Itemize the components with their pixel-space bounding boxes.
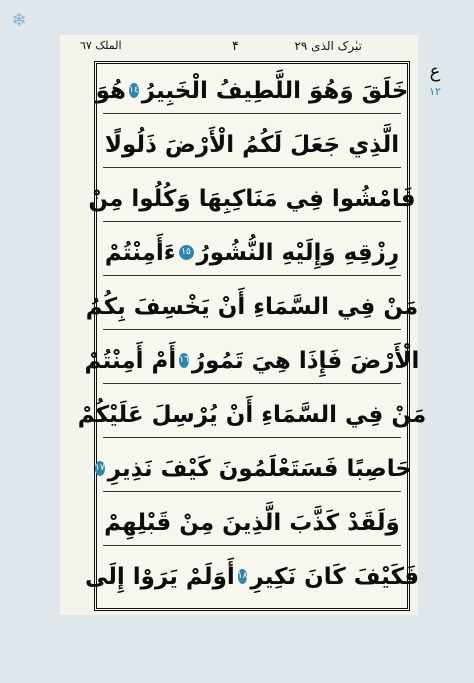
surah-label: الملک ٦٧ — [80, 39, 122, 52]
verse-line-5 — [85, 284, 419, 330]
verse-line-9 — [103, 500, 401, 546]
juz-label: تبٰرک الذی ٢٩ — [294, 39, 362, 53]
verse-line-6 — [84, 338, 420, 384]
line-text: حَاصِبًا فَسَتَعْلَمُونَ كَيْفَ نَذِيرِ — [107, 455, 412, 482]
line-text: رِزْقِهِ وَإِلَيْهِ النُّشُورُ — [196, 239, 400, 266]
mushaf-page — [60, 35, 441, 615]
line-text: الَّذِي جَعَلَ لَكُمُ الْأَرْضَ ذَلُولًا — [104, 131, 400, 158]
verse-line-4 — [103, 230, 401, 276]
verse-line-1 — [95, 68, 409, 114]
line-text: فَكَيْفَ كَانَ نَكِيرِ — [250, 563, 420, 590]
ruku-marker — [424, 63, 446, 101]
line-text: فَامْشُوا فِي مَنَاكِبِهَا وَكُلُوا مِنْ — [88, 185, 416, 212]
ruku-mark: ع — [429, 61, 441, 82]
text-frame — [77, 61, 427, 611]
line-text: مَنْ فِي السَّمَاءِ أَنْ يُرْسِلَ عَلَيْكُمْ — [77, 401, 427, 428]
ruku-number: ١٢ — [429, 85, 441, 98]
line-text: مَنْ فِي السَّمَاءِ أَنْ يَخْسِفَ بِكُمُ — [85, 293, 419, 320]
verse-line-7 — [77, 392, 427, 438]
line-text: أَوَلَمْ يَرَوْا إِلَى — [84, 563, 235, 590]
page-number: ۴ — [232, 39, 239, 54]
snowflake-icon: ❄ — [11, 10, 27, 31]
ayah-marker: ١٨ — [238, 569, 248, 584]
page-header — [60, 35, 418, 59]
ayah-marker: ١٦ — [179, 353, 189, 368]
line-text: خَلَقَ وَهُوَ اللَّطِيفُ الْخَبِيرُ — [141, 77, 409, 104]
line-text: أَمْ أَمِنْتُمْ — [84, 347, 177, 374]
ayah-marker: ١٥ — [179, 245, 194, 260]
verse-line-10 — [84, 554, 420, 599]
line-text: وَلَقَدْ كَذَّبَ الَّذِينَ مِنْ قَبْلِهِمْ — [104, 509, 400, 536]
ayah-marker: ١٧ — [95, 461, 105, 476]
line-text: ءَأَمِنْتُمْ — [104, 239, 176, 266]
ayah-marker: ١٤ — [129, 83, 139, 98]
line-text: الْأَرْضَ فَإِذَا هِيَ تَمُورُ — [191, 347, 420, 374]
line-text: هُوَ — [95, 77, 127, 104]
verse-line-3 — [88, 176, 416, 222]
verse-line-2 — [103, 122, 401, 168]
verse-line-8 — [95, 446, 412, 492]
